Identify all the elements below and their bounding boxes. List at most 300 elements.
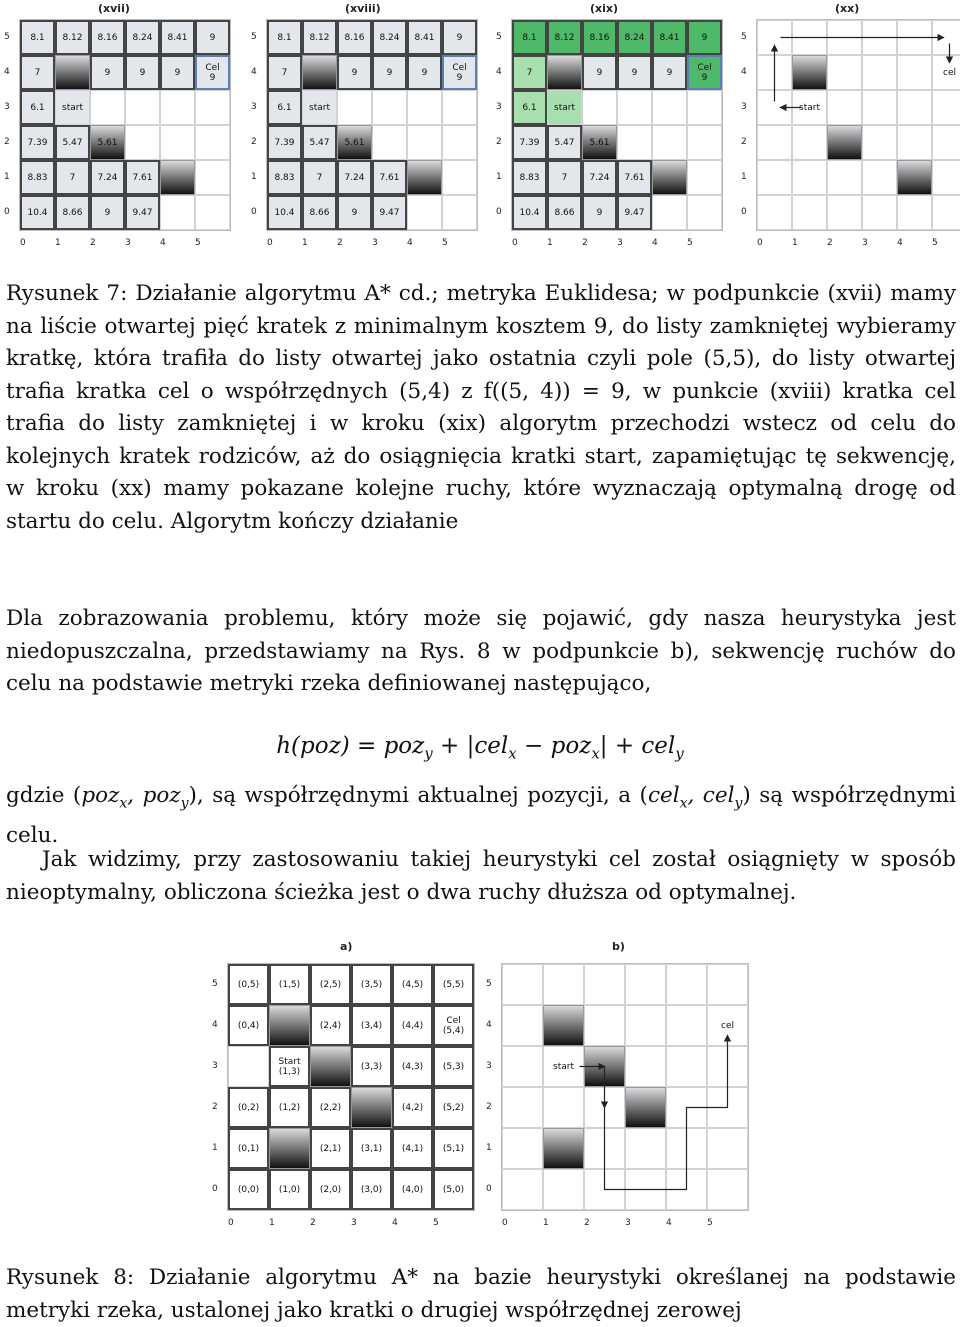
figure-8 bbox=[0, 930, 960, 1240]
fig7-panel-1-cell: 8.12 bbox=[55, 20, 90, 55]
fig8-panel-a-y-label: 5 bbox=[212, 978, 218, 989]
fig7-panel-3-x-label: 4 bbox=[652, 238, 658, 248]
fig7-panel-2-cell bbox=[372, 125, 407, 160]
fig7-panel-3-cell bbox=[687, 195, 722, 230]
fig7-panel-1-x-label: 0 bbox=[20, 238, 26, 248]
fig7-panel-4-cell bbox=[897, 90, 932, 125]
fig7-panel-2-cell: 8.24 bbox=[372, 20, 407, 55]
fig8-panel-a-cell: Cel (5,4) bbox=[433, 1005, 474, 1046]
fig8-panel-a-cell: (1,2) bbox=[269, 1087, 310, 1128]
fig7-panel-1-cell: 8.83 bbox=[20, 160, 55, 195]
fig7-panel-2-cell: 7 bbox=[267, 55, 302, 90]
paragraph-3: Jak widzimy, przy zastosowaniu takiej heurystyki cel został osiągnięty w sposób nieoptymalny, obliczona ścieżka jest o dwa ruchy dłuższa od optymalnej. bbox=[6, 847, 956, 905]
fig7-panel-3-cell: 8.41 bbox=[652, 20, 687, 55]
fig7-panel-3-cell: 7.24 bbox=[582, 160, 617, 195]
fig8-panel-a-cell: (3,5) bbox=[351, 964, 392, 1005]
fig7-panel-2-cell bbox=[442, 160, 477, 195]
fig7-panel-3-cell bbox=[687, 160, 722, 195]
fig7-panel-3-cell: 9 bbox=[617, 55, 652, 90]
fig8-panel-b-cell bbox=[707, 1087, 748, 1128]
formula-river-metric: h(poz) = poz$_y$ + |cel$_x$ − poz$_x$| + cel$_y$ bbox=[276, 733, 684, 763]
fig7-panel-2-cell: 9 bbox=[442, 20, 477, 55]
fig8-panel-b-cell: start bbox=[543, 1046, 584, 1087]
fig7-panel-3-cell bbox=[617, 90, 652, 125]
fig8-panel-b-cell bbox=[584, 1128, 625, 1169]
fig8-panel-a-cell: (2,4) bbox=[310, 1005, 351, 1046]
fig7-panel-3-cell: 6.1 bbox=[512, 90, 547, 125]
fig7-panel-4-y-label: 3 bbox=[741, 101, 747, 112]
fig8-panel-b-cell bbox=[502, 1087, 543, 1128]
fig8-panel-a-y-label: 4 bbox=[212, 1019, 218, 1030]
fig7-panel-4-cell bbox=[932, 20, 960, 55]
fig7-panel-2-x-label: 4 bbox=[407, 238, 413, 248]
fig8-panel-a-y-label: 2 bbox=[212, 1101, 218, 1112]
fig7-panel-2-cell: 8.41 bbox=[407, 20, 442, 55]
fig8-panel-b-cell bbox=[584, 1046, 625, 1087]
fig7-panel-4-y-label: 1 bbox=[741, 171, 747, 182]
fig7-panel-1-cell: 9 bbox=[90, 195, 125, 230]
fig8-panel-b-cell bbox=[625, 1005, 666, 1046]
fig7-panel-4-cell bbox=[827, 160, 862, 195]
fig7-panel-3-cell: 7 bbox=[547, 160, 582, 195]
fig7-panel-2-cell bbox=[407, 125, 442, 160]
fig7-panel-4-cell bbox=[897, 55, 932, 90]
fig7-panel-2-cell bbox=[407, 195, 442, 230]
fig8-panel-b-cell bbox=[584, 1169, 625, 1210]
fig7-panel-4-cell bbox=[897, 160, 932, 195]
fig7-panel-4-x-label: 5 bbox=[932, 238, 938, 248]
fig7-panel-3-y-label: 3 bbox=[496, 101, 502, 112]
fig7-panel-4-cell bbox=[897, 125, 932, 160]
fig7-panel-2-cell: 8.66 bbox=[302, 195, 337, 230]
fig7-panel-1-y-label: 1 bbox=[4, 171, 10, 182]
fig7-panel-2-cell: 9 bbox=[337, 195, 372, 230]
fig7-panel-2-cell bbox=[302, 55, 337, 90]
fig7-panel-2-cell: 5.61 bbox=[337, 125, 372, 160]
fig7-panel-1-cell: 7.39 bbox=[20, 125, 55, 160]
fig7-panel-1-cell bbox=[125, 90, 160, 125]
fig8-panel-b-cell bbox=[625, 1087, 666, 1128]
fig7-panel-1-cell bbox=[195, 195, 230, 230]
fig7-panel-4-cell bbox=[757, 55, 792, 90]
paragraph-2: gdzie (poz$_x$, poz$_y$), są współrzędnymi aktualnej pozycji, a (cel$_x$, cel$_y$) są współrzędnymi celu. bbox=[6, 783, 957, 848]
fig7-panel-2-cell: 8.16 bbox=[337, 20, 372, 55]
fig7-panel-4-x-label: 4 bbox=[897, 238, 903, 248]
fig7-panel-4-cell bbox=[932, 125, 960, 160]
fig7-panel-1-cell: 5.61 bbox=[90, 125, 125, 160]
fig8-panel-b-cell bbox=[666, 1046, 707, 1087]
fig8-panel-a-cell: (5,5) bbox=[433, 964, 474, 1005]
fig8-panel-a-x-label: 2 bbox=[310, 1218, 316, 1228]
fig7-panel-1-cell bbox=[160, 195, 195, 230]
fig7-panel-1-y-label: 2 bbox=[4, 136, 10, 147]
fig8-panel-a-cell: (3,0) bbox=[351, 1169, 392, 1210]
fig8-panel-a-cell: (2,5) bbox=[310, 964, 351, 1005]
fig8-panel-a-cell: (4,2) bbox=[392, 1087, 433, 1128]
fig7-panel-2-x-label: 1 bbox=[302, 238, 308, 248]
fig7-panel-4-x-label: 3 bbox=[862, 238, 868, 248]
fig7-panel-4-title: (xx) bbox=[835, 2, 860, 15]
fig7-panel-1-cell: 8.1 bbox=[20, 20, 55, 55]
fig7-panel-3-cell: Cel 9 bbox=[687, 55, 722, 90]
fig7-panel-1-cell: 6.1 bbox=[20, 90, 55, 125]
fig8-panel-b-cell bbox=[707, 1046, 748, 1087]
fig8-panel-a-cell: (0,1) bbox=[228, 1128, 269, 1169]
fig7-panel-3-cell: 9 bbox=[582, 55, 617, 90]
fig7-panel-1-x-label: 4 bbox=[160, 238, 166, 248]
fig8-panel-a-cell: (2,1) bbox=[310, 1128, 351, 1169]
fig7-panel-4-cell bbox=[757, 90, 792, 125]
fig8-panel-b-cell: cel bbox=[707, 1005, 748, 1046]
fig7-panel-1-cell bbox=[195, 125, 230, 160]
fig8-panel-b-cell bbox=[666, 1087, 707, 1128]
fig7-panel-1-x-label: 3 bbox=[125, 238, 131, 248]
fig8-panel-b-x-label: 3 bbox=[625, 1218, 631, 1228]
fig7-panel-4-cell bbox=[827, 195, 862, 230]
fig7-panel-3-x-label: 5 bbox=[687, 238, 693, 248]
fig7-panel-4-y-label: 5 bbox=[741, 31, 747, 42]
fig7-panel-2-cell: 9 bbox=[407, 55, 442, 90]
fig8-panel-b-x-label: 4 bbox=[666, 1218, 672, 1228]
fig7-panel-2-cell: 8.12 bbox=[302, 20, 337, 55]
fig7-panel-1-cell: 8.66 bbox=[55, 195, 90, 230]
fig8-panel-a-cell: (2,2) bbox=[310, 1087, 351, 1128]
fig7-panel-2-cell: 5.47 bbox=[302, 125, 337, 160]
fig7-panel-4-cell bbox=[792, 125, 827, 160]
fig7-panel-4-cell: cel bbox=[932, 55, 960, 90]
fig7-panel-1-cell: 7 bbox=[55, 160, 90, 195]
fig7-panel-1-cell bbox=[125, 125, 160, 160]
fig7-panel-2-y-label: 0 bbox=[251, 206, 257, 217]
fig8-panel-a-cell: (3,3) bbox=[351, 1046, 392, 1087]
fig7-panel-1-cell: 9 bbox=[160, 55, 195, 90]
fig8-panel-b-y-label: 5 bbox=[486, 978, 492, 989]
fig7-panel-3-cell bbox=[652, 160, 687, 195]
fig7-panel-3-cell: 8.16 bbox=[582, 20, 617, 55]
fig8-panel-b-cell bbox=[502, 1005, 543, 1046]
paragraph-1: Dla zobrazowania problemu, który może się pojawić, gdy nasza heurystyka jest niedopuszczalna, przedstawiamy na Rys. 8 w podpunkcie b), sekwencję ruchów do celu na podstawie metryki rzeka definiowanej następująco, bbox=[6, 606, 956, 696]
fig7-panel-3-cell: 9 bbox=[687, 20, 722, 55]
fig8-panel-b-cell bbox=[625, 1128, 666, 1169]
fig7-panel-1-cell bbox=[160, 125, 195, 160]
fig7-panel-3-cell: 9 bbox=[652, 55, 687, 90]
fig8-panel-b-y-label: 3 bbox=[486, 1060, 492, 1071]
fig8-panel-b-cell bbox=[666, 1005, 707, 1046]
fig8-panel-a-cell: (0,4) bbox=[228, 1005, 269, 1046]
fig8-panel-b-cell bbox=[502, 1046, 543, 1087]
fig7-panel-3-cell: 7.61 bbox=[617, 160, 652, 195]
fig7-panel-1-cell bbox=[195, 90, 230, 125]
fig7-panel-2-y-label: 5 bbox=[251, 31, 257, 42]
fig8-panel-a-cell: (3,4) bbox=[351, 1005, 392, 1046]
fig8-panel-b-x-label: 5 bbox=[707, 1218, 713, 1228]
fig7-panel-2-cell: 8.1 bbox=[267, 20, 302, 55]
fig7-panel-2-y-label: 3 bbox=[251, 101, 257, 112]
fig7-panel-4-cell bbox=[862, 90, 897, 125]
fig8-panel-b-cell bbox=[502, 1169, 543, 1210]
fig7-panel-2-y-label: 2 bbox=[251, 136, 257, 147]
fig7-panel-4-cell bbox=[932, 195, 960, 230]
fig8-panel-a-x-label: 1 bbox=[269, 1218, 275, 1228]
fig8-panel-b-cell bbox=[625, 964, 666, 1005]
fig8-panel-a-cell bbox=[310, 1046, 351, 1087]
fig7-panel-4-cell bbox=[792, 160, 827, 195]
fig7-panel-3-cell: 8.1 bbox=[512, 20, 547, 55]
fig8-panel-a-y-label: 0 bbox=[212, 1183, 218, 1194]
fig7-panel-3-y-label: 1 bbox=[496, 171, 502, 182]
fig7-panel-2-cell: 7.24 bbox=[337, 160, 372, 195]
fig8-panel-a-cell bbox=[351, 1087, 392, 1128]
fig7-panel-4-cell bbox=[792, 20, 827, 55]
fig8-panel-b-cell bbox=[584, 964, 625, 1005]
fig7-panel-4-x-label: 0 bbox=[757, 238, 763, 248]
fig7-panel-2-x-label: 3 bbox=[372, 238, 378, 248]
fig8-panel-a-cell: (1,0) bbox=[269, 1169, 310, 1210]
fig8-panel-a-cell bbox=[228, 1046, 269, 1087]
fig8-panel-b-y-label: 2 bbox=[486, 1101, 492, 1112]
fig8-panel-a-cell: (4,0) bbox=[392, 1169, 433, 1210]
fig7-panel-1-cell: 9 bbox=[195, 20, 230, 55]
fig7-panel-2-y-label: 4 bbox=[251, 66, 257, 77]
fig7-panel-4-cell bbox=[862, 195, 897, 230]
fig7-panel-3-y-label: 4 bbox=[496, 66, 502, 77]
fig7-panel-2-cell: 9 bbox=[372, 55, 407, 90]
fig7-panel-3-cell bbox=[617, 125, 652, 160]
fig7-panel-2-cell: 9 bbox=[337, 55, 372, 90]
fig7-panel-4-cell bbox=[827, 125, 862, 160]
fig7-panel-1-cell: 8.41 bbox=[160, 20, 195, 55]
fig7-panel-3-cell: 9.47 bbox=[617, 195, 652, 230]
fig8-panel-a-cell: (4,4) bbox=[392, 1005, 433, 1046]
fig8-panel-a-cell: (5,0) bbox=[433, 1169, 474, 1210]
fig7-panel-2-cell: 7.39 bbox=[267, 125, 302, 160]
fig7-panel-3-cell: 7 bbox=[512, 55, 547, 90]
fig7-panel-4-y-label: 2 bbox=[741, 136, 747, 147]
fig7-panel-3-title: (xix) bbox=[590, 2, 619, 15]
fig7-panel-4-cell bbox=[757, 20, 792, 55]
fig8-panel-b-cell bbox=[543, 1128, 584, 1169]
fig7-panel-1-x-label: 2 bbox=[90, 238, 96, 248]
fig7-panel-1-cell: Cel 9 bbox=[195, 55, 230, 90]
fig7-panel-3-cell bbox=[687, 90, 722, 125]
fig8-panel-a-cell: (4,3) bbox=[392, 1046, 433, 1087]
fig8-panel-a-x-label: 0 bbox=[228, 1218, 234, 1228]
fig7-panel-1-x-label: 5 bbox=[195, 238, 201, 248]
fig7-panel-4-cell bbox=[897, 195, 932, 230]
fig7-panel-3-y-label: 5 bbox=[496, 31, 502, 42]
fig7-panel-2-title: (xviii) bbox=[345, 2, 381, 15]
fig7-panel-2-cell bbox=[372, 90, 407, 125]
fig7-panel-1-cell bbox=[55, 55, 90, 90]
fig7-panel-2-cell: Cel 9 bbox=[442, 55, 477, 90]
fig7-panel-4-cell bbox=[757, 125, 792, 160]
fig8-panel-a-cell: (4,1) bbox=[392, 1128, 433, 1169]
fig7-panel-2-cell: 7 bbox=[302, 160, 337, 195]
fig7-panel-3-cell: 8.12 bbox=[547, 20, 582, 55]
fig7-panel-2-cell bbox=[442, 90, 477, 125]
fig7-panel-1-y-label: 0 bbox=[4, 206, 10, 217]
fig7-panel-4-cell bbox=[862, 160, 897, 195]
fig8-panel-b-cell bbox=[502, 964, 543, 1005]
fig7-panel-2-cell bbox=[442, 195, 477, 230]
fig7-panel-4-x-label: 1 bbox=[792, 238, 798, 248]
fig7-panel-1-cell bbox=[160, 160, 195, 195]
fig7-panel-2-cell: 10.4 bbox=[267, 195, 302, 230]
fig7-panel-1-cell: 10.4 bbox=[20, 195, 55, 230]
fig8-panel-b-y-label: 0 bbox=[486, 1183, 492, 1194]
fig8-panel-a-cell: (3,1) bbox=[351, 1128, 392, 1169]
fig8-panel-b-cell bbox=[625, 1169, 666, 1210]
fig7-panel-1-cell: start bbox=[55, 90, 90, 125]
fig7-panel-4-y-label: 0 bbox=[741, 206, 747, 217]
fig7-panel-1-cell: 8.16 bbox=[90, 20, 125, 55]
fig7-panel-3-cell: 8.24 bbox=[617, 20, 652, 55]
fig8-panel-b-cell bbox=[707, 1169, 748, 1210]
fig8-panel-a-title: a) bbox=[340, 940, 353, 953]
fig7-panel-1-cell bbox=[90, 90, 125, 125]
fig7-panel-1-cell bbox=[195, 160, 230, 195]
fig8-panel-a-cell: (0,5) bbox=[228, 964, 269, 1005]
fig7-panel-4-cell bbox=[827, 20, 862, 55]
fig7-panel-1-y-label: 3 bbox=[4, 101, 10, 112]
fig7-panel-4-cell bbox=[862, 20, 897, 55]
fig7-panel-2-cell: 7.61 bbox=[372, 160, 407, 195]
fig7-panel-2-cell: 9.47 bbox=[372, 195, 407, 230]
fig7-panel-2-cell bbox=[407, 90, 442, 125]
fig7-panel-3-cell: 7.39 bbox=[512, 125, 547, 160]
fig7-panel-3-cell: 5.47 bbox=[547, 125, 582, 160]
fig8-panel-b-cell bbox=[543, 1087, 584, 1128]
fig7-panel-1-cell: 7 bbox=[20, 55, 55, 90]
fig7-panel-3-x-label: 1 bbox=[547, 238, 553, 248]
fig8-panel-a-cell: (4,5) bbox=[392, 964, 433, 1005]
fig8-b-arrows bbox=[0, 930, 960, 1250]
fig8-panel-a-cell: (5,1) bbox=[433, 1128, 474, 1169]
fig7-panel-1-x-label: 1 bbox=[55, 238, 61, 248]
fig8-panel-b-cell bbox=[502, 1128, 543, 1169]
fig8-panel-a-cell: Start (1,3) bbox=[269, 1046, 310, 1087]
fig8-panel-b-y-label: 1 bbox=[486, 1142, 492, 1153]
fig7-panel-4-cell bbox=[792, 195, 827, 230]
fig7-panel-2-cell bbox=[337, 90, 372, 125]
fig8-panel-b-cell bbox=[584, 1087, 625, 1128]
fig7-panel-3-x-label: 0 bbox=[512, 238, 518, 248]
fig8-panel-a-cell: (5,3) bbox=[433, 1046, 474, 1087]
fig7-panel-3-x-label: 3 bbox=[617, 238, 623, 248]
fig7-panel-1-cell: 8.24 bbox=[125, 20, 160, 55]
fig7-panel-3-cell: 5.61 bbox=[582, 125, 617, 160]
fig7-panel-1-cell: 9 bbox=[125, 55, 160, 90]
fig8-panel-b-cell bbox=[543, 964, 584, 1005]
fig8-panel-a-cell: (2,0) bbox=[310, 1169, 351, 1210]
fig8-panel-b-cell bbox=[666, 1128, 707, 1169]
fig7-panel-4-cell bbox=[897, 20, 932, 55]
fig7-panel-4-cell bbox=[932, 160, 960, 195]
fig7-panel-3-cell bbox=[547, 55, 582, 90]
fig7-panel-3-cell bbox=[652, 125, 687, 160]
fig8-panel-a-x-label: 5 bbox=[433, 1218, 439, 1228]
fig7-panel-1-y-label: 4 bbox=[4, 66, 10, 77]
fig8-panel-b-x-label: 0 bbox=[502, 1218, 508, 1228]
fig7-panel-3-cell bbox=[652, 195, 687, 230]
fig7-panel-3-y-label: 0 bbox=[496, 206, 502, 217]
fig7-panel-3-cell: 9 bbox=[582, 195, 617, 230]
fig7-panel-3-cell: 8.83 bbox=[512, 160, 547, 195]
fig8-panel-b-cell bbox=[584, 1005, 625, 1046]
fig7-panel-1-cell bbox=[160, 90, 195, 125]
fig7-panel-3-cell: 8.66 bbox=[547, 195, 582, 230]
fig8-panel-b-cell bbox=[625, 1046, 666, 1087]
figure-8-caption: Rysunek 8: Działanie algorytmu A* na bazie heurystyki określanej na podstawie metryki rzeka, ustalonej jako kratki o drugiej współrzędnej zerowej bbox=[6, 1265, 956, 1323]
fig7-panel-4-cell: start bbox=[792, 90, 827, 125]
fig7-panel-2-x-label: 2 bbox=[337, 238, 343, 248]
fig8-panel-a-x-label: 4 bbox=[392, 1218, 398, 1228]
fig7-panel-2-cell bbox=[407, 160, 442, 195]
figure-7 bbox=[0, 0, 960, 250]
fig8-panel-b-cell bbox=[543, 1169, 584, 1210]
fig7-panel-4-cell bbox=[932, 90, 960, 125]
fig7-panel-2-cell: start bbox=[302, 90, 337, 125]
fig7-panel-3-cell: 10.4 bbox=[512, 195, 547, 230]
fig7-panel-1-cell: 9.47 bbox=[125, 195, 160, 230]
fig8-panel-b-x-label: 2 bbox=[584, 1218, 590, 1228]
fig8-panel-b-y-label: 4 bbox=[486, 1019, 492, 1030]
fig7-panel-1-cell: 9 bbox=[90, 55, 125, 90]
fig7-panel-1-cell: 5.47 bbox=[55, 125, 90, 160]
fig7-panel-4-cell bbox=[827, 55, 862, 90]
fig7-panel-4-x-label: 2 bbox=[827, 238, 833, 248]
fig7-panel-3-cell bbox=[687, 125, 722, 160]
fig7-panel-3-y-label: 2 bbox=[496, 136, 502, 147]
fig7-panel-2-x-label: 0 bbox=[267, 238, 273, 248]
fig7-panel-3-x-label: 2 bbox=[582, 238, 588, 248]
fig7-panel-2-y-label: 1 bbox=[251, 171, 257, 182]
fig8-panel-b-cell bbox=[543, 1005, 584, 1046]
fig7-panel-1-title: (xvii) bbox=[98, 2, 130, 15]
fig7-panel-4-y-label: 4 bbox=[741, 66, 747, 77]
fig7-panel-4-cell bbox=[862, 125, 897, 160]
body-text bbox=[6, 603, 956, 701]
fig7-panel-1-cell: 7.61 bbox=[125, 160, 160, 195]
fig7-panel-4-cell bbox=[862, 55, 897, 90]
fig8-panel-a-cell: (0,2) bbox=[228, 1087, 269, 1128]
fig8-panel-a-cell bbox=[269, 1005, 310, 1046]
fig7-panel-2-x-label: 5 bbox=[442, 238, 448, 248]
fig7-panel-1-cell: 7.24 bbox=[90, 160, 125, 195]
fig7-panel-3-cell bbox=[582, 90, 617, 125]
fig8-panel-b-title: b) bbox=[612, 940, 625, 953]
fig8-panel-a-y-label: 3 bbox=[212, 1060, 218, 1071]
fig7-panel-2-cell: 8.83 bbox=[267, 160, 302, 195]
fig8-panel-a-cell bbox=[269, 1128, 310, 1169]
fig7-panel-3-cell: start bbox=[547, 90, 582, 125]
fig7-panel-2-cell bbox=[442, 125, 477, 160]
fig8-panel-a-y-label: 1 bbox=[212, 1142, 218, 1153]
fig7-panel-4-cell bbox=[757, 195, 792, 230]
fig8-panel-b-cell bbox=[707, 964, 748, 1005]
fig7-panel-1-y-label: 5 bbox=[4, 31, 10, 42]
fig7-panel-2-cell: 6.1 bbox=[267, 90, 302, 125]
fig8-panel-a-cell: (1,5) bbox=[269, 964, 310, 1005]
fig8-panel-b-cell bbox=[707, 1128, 748, 1169]
fig8-panel-b-x-label: 1 bbox=[543, 1218, 549, 1228]
fig7-panel-3-cell bbox=[652, 90, 687, 125]
fig8-panel-b-cell bbox=[666, 1169, 707, 1210]
fig7-panel-4-cell bbox=[757, 160, 792, 195]
fig8-panel-a-x-label: 3 bbox=[351, 1218, 357, 1228]
fig7-panel-4-cell bbox=[827, 90, 862, 125]
fig8-panel-b-cell bbox=[666, 964, 707, 1005]
